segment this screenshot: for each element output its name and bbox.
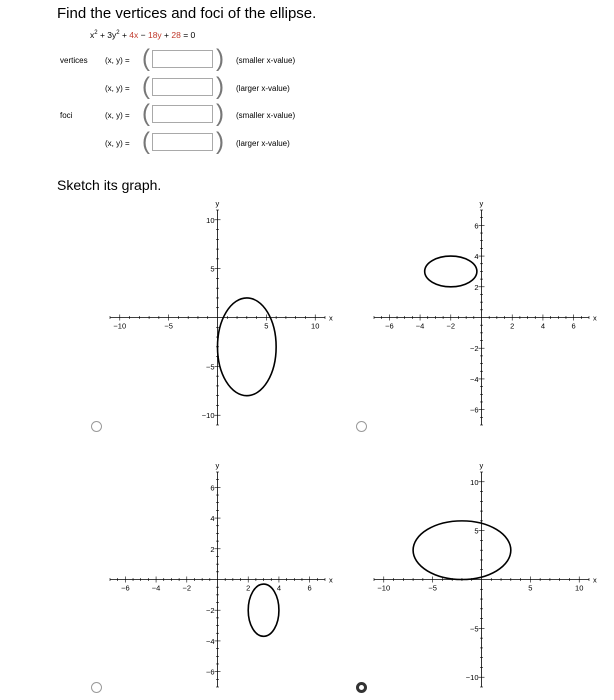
focus-larger-x-input[interactable] (152, 133, 213, 151)
x-tick-label: −2 (182, 583, 192, 593)
graph-option-c (100, 462, 335, 697)
open-paren: ( (142, 128, 150, 155)
y-tick-label: 6 (474, 221, 479, 231)
vertex-larger-x-input[interactable] (152, 78, 213, 96)
y-tick-label: −4 (469, 374, 479, 384)
x-tick-label: 2 (246, 583, 251, 593)
larger-x-hint: (larger x-value) (236, 84, 290, 93)
question-prompt: Find the vertices and foci of the ellipse. (57, 5, 317, 22)
y-tick-label: 5 (210, 264, 215, 274)
ellipse-curve (425, 256, 477, 287)
option-b-radio[interactable] (356, 421, 367, 432)
x-tick-label: 6 (571, 321, 576, 331)
x-tick-label: −10 (113, 321, 127, 331)
x-axis-label: x (593, 575, 597, 585)
x-tick-label: 5 (528, 583, 533, 593)
smaller-x-hint: (smaller x-value) (236, 111, 296, 120)
graph-option-a (100, 200, 335, 435)
open-paren: ( (142, 100, 150, 127)
y-tick-label: −10 (201, 411, 215, 421)
x-tick-label: 2 (510, 321, 515, 331)
focus-smaller-x-input[interactable] (152, 105, 213, 123)
x-tick-label: 5 (264, 321, 269, 331)
x-tick-label: −4 (151, 583, 161, 593)
y-tick-label: 6 (210, 483, 215, 493)
close-paren: ) (216, 100, 224, 127)
x-tick-label: −5 (164, 321, 173, 331)
ellipse-equation: $x^2 + 3y^2 + 4x - 18y + 28 = 0$ (90, 30, 196, 40)
x-tick-label: −4 (415, 321, 425, 331)
coord-label: (x, y) = (105, 84, 130, 93)
x-tick-label: 10 (311, 321, 320, 331)
vertex-smaller-x-input[interactable] (152, 50, 213, 68)
y-tick-label: −6 (469, 405, 479, 415)
x-tick-label: 6 (307, 583, 312, 593)
y-tick-label: 2 (474, 282, 479, 292)
x-axis-label: x (593, 313, 597, 323)
y-axis-label: y (479, 461, 484, 470)
open-paren: ( (142, 45, 150, 72)
y-tick-label: 2 (210, 544, 215, 554)
x-tick-label: −10 (377, 583, 391, 593)
y-tick-label: 10 (470, 477, 479, 487)
x-tick-label: 4 (276, 583, 282, 593)
close-paren: ) (216, 128, 224, 155)
close-paren: ) (216, 45, 224, 72)
coord-label: (x, y) = (105, 139, 130, 148)
y-axis-label: y (479, 199, 484, 208)
y-tick-label: −2 (205, 606, 215, 616)
graph-option-b (364, 200, 599, 435)
vertices-label: vertices (60, 56, 88, 65)
ellipse-curve (413, 521, 511, 580)
y-tick-label: 4 (210, 514, 215, 524)
larger-x-hint: (larger x-value) (236, 139, 290, 148)
x-tick-label: −5 (428, 583, 437, 593)
coord-label: (x, y) = (105, 111, 130, 120)
x-tick-label: −2 (446, 321, 456, 331)
ellipse-curve (218, 298, 277, 396)
x-axis-label: x (329, 313, 333, 323)
y-tick-label: 5 (474, 526, 479, 536)
x-tick-label: −6 (121, 583, 130, 593)
x-axis-label: x (329, 575, 333, 585)
option-c-radio[interactable] (91, 682, 102, 693)
y-tick-label: −4 (205, 636, 215, 646)
option-a-radio[interactable] (91, 421, 102, 432)
foci-label: foci (60, 111, 73, 120)
x-tick-label: 10 (575, 583, 584, 593)
smaller-x-hint: (smaller x-value) (236, 56, 296, 65)
close-paren: ) (216, 73, 224, 100)
coord-label: (x, y) = (105, 56, 130, 65)
y-axis-label: y (215, 199, 220, 208)
ellipse-curve (248, 583, 282, 636)
y-tick-label: −2 (469, 344, 479, 354)
open-paren: ( (142, 73, 150, 100)
y-tick-label: −5 (469, 624, 479, 634)
x-tick-label: −6 (385, 321, 394, 331)
y-tick-label: −5 (205, 362, 215, 372)
option-d-radio[interactable] (356, 682, 367, 693)
sketch-prompt: Sketch its graph. (57, 177, 162, 193)
x-tick-label: 4 (540, 321, 546, 331)
y-tick-label: 10 (206, 215, 215, 225)
y-tick-label: 4 (474, 252, 479, 262)
y-axis-label: y (215, 461, 220, 470)
y-tick-label: −6 (205, 667, 215, 677)
y-tick-label: −10 (465, 673, 479, 683)
graph-option-d (364, 462, 599, 697)
